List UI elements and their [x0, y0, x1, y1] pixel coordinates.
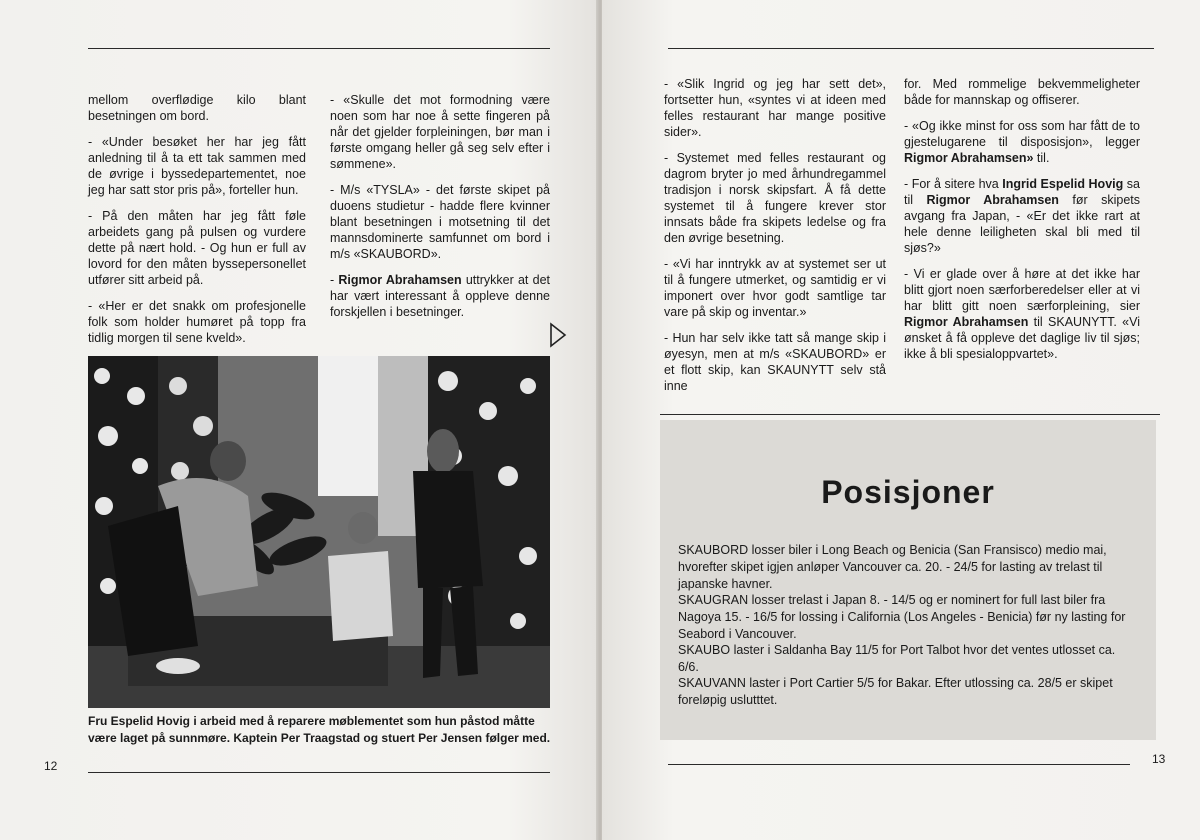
paragraph: - «Skulle det mot formodning være noen som har noe å sette fingeren på når det gjelder forpleiningen, bør man i første omgang heller gå seg selv efter i sømmene».: [330, 93, 550, 171]
top-rule: [88, 48, 550, 49]
paragraph: - «Vi har inntrykk av at systemet ser ut til å fungere utmerket, og samtidig er vi imponert over hvor godt samtlige tar vare på skip og inventar.»: [664, 257, 886, 319]
paragraph: - Systemet med felles restaurant og dagrom bryter jo med århundregammel tradisjon i norsk skipsfart. Å få dette systemet til å fungere krever stor innsats både fra skipets ledelse og fra den øvrige besetning.: [664, 151, 886, 245]
text: - Vi er glade over å høre at det ikke har blitt gjort noen særforberedelser eller at vi har blitt gitt noen særforpleining, sier: [904, 267, 1140, 313]
paragraph: [904, 266, 1140, 362]
right-page: [602, 0, 1200, 840]
photo-caption: Fru Espelid Hovig i arbeid med å reparere møblementet som hun påstod måtte være laget på sunnmøre. Kaptein Per Traagstad og stuert Per Jensen følger med.: [88, 714, 551, 745]
paragraph: [904, 118, 1140, 166]
photo-crew-repair: [88, 356, 550, 708]
paragraph: - Rigmor Abrahamsen uttrykker at det har vært interessant å oppleve denne forskjellen i besetninger.: [330, 273, 551, 319]
left-column-2: [330, 92, 550, 330]
text: - «Og ikke minst for oss som har fått de to gjestelugarene til disposisjon», legger: [904, 119, 1140, 149]
bold-name: Rigmor Abrahamsen»: [904, 151, 1034, 165]
text: til SKAUNYTT. «Vi ønsket å få oppleve det daglige liv til sjøs; ikke å bli spesialoppvartet».: [904, 315, 1140, 361]
bottom-rule: [88, 772, 550, 773]
paragraph: - «Under besøket her har jeg fått anledning til å ta ett tak sammen med de øvrige i byssedepartementet, noe jeg har satt stor pris på», forteller hun.: [88, 135, 306, 197]
paragraph: mellom overflødige kilo blant besetningen om bord.: [88, 93, 306, 123]
positions-box: [660, 420, 1156, 740]
left-page: [0, 0, 598, 840]
page-number: 12: [44, 759, 58, 773]
text: sa til: [904, 177, 1141, 207]
position-item: SKAUBORD losser biler i Long Beach og Benicia (San Fransisco) medio mai, hvoreftеr skipet igjen anløper Vancouver ca. 20. - 24/5 for lasting av trelast til japanske havner.: [678, 543, 1107, 591]
paragraph: for. Med rommelige bekvemmeligheter både for mannskap og offiserer.: [904, 77, 1140, 107]
continue-arrow-icon: [548, 320, 568, 350]
positions-title: Posisjoner: [821, 474, 995, 510]
bold-name: Rigmor Abrahamsen: [904, 315, 1029, 329]
page-number: 13: [1152, 752, 1166, 766]
position-item: SKAUGRAN losser trelast i Japan 8. - 14/5 og er nominert for full last biler fra Nagoya 15. - 16/5 for lossing i California (Los Angeles - Benicia) før ny lasting for Seabord i Vancouver.: [678, 593, 1126, 641]
paragraph: - M/s «TYSLA» - det første skipet på duoens studietur - hadde flere kvinner blant besetningen i motsetning til det mannsdominerte samfunnet om bord i m/s «SKAUBORD».: [330, 183, 550, 261]
right-column-2: [904, 76, 1140, 372]
top-rule: [668, 48, 1154, 49]
paragraph: - Hun har selv ikke tatt så mange skip i øyesyn, men at m/s «SKAUBORD» er et flott skip, kan SKAUNYTT selv stå inne: [664, 331, 886, 393]
paragraph: - «Her er det snakk om profesjonelle folk som holder humøret på topp fra tidlig morgen til sene kveld».: [88, 299, 306, 345]
bold-name: Ingrid Espelid Hovig: [1002, 177, 1124, 191]
text: til.: [1033, 151, 1050, 165]
text: - For å sitere hva: [904, 177, 1003, 191]
position-item: SKAUBO laster i Saldanha Bay 11/5 for Port Talbot hvor det ventes utlosset ca. 6/6.: [678, 643, 1116, 674]
right-column-1: [664, 76, 886, 404]
paragraph: [904, 176, 1140, 256]
bold-name: Rigmor Abrahamsen: [338, 273, 462, 287]
paragraph: - På den måten har jeg fått føle arbeidets gang på pulsen og vurdere dette på nært hold. - Og hun er full av lovord for den måten byssepersonellet utfører sitt arbeid på.: [88, 209, 306, 287]
section-rule: [660, 414, 1160, 415]
position-item: SKAUVANN laster i Port Cartier 5/5 for Bakar. Efter utlossing ca. 28/5 er skipet foreløpig uslutttet.: [678, 676, 1113, 707]
text: før skipets avgang fra Japan, - «Er det ikke rart at hele denne leiligheten skal bli med til sjøs?»: [904, 193, 1141, 255]
bottom-rule: [668, 764, 1130, 765]
left-column-1: [88, 92, 306, 356]
bold-name: Rigmor Abrahamsen: [926, 193, 1059, 207]
paragraph: - «Slik Ingrid og jeg har sett det», fortsetter hun, «syntes vi at ideen med felles restaurant har mange positive sider».: [664, 77, 886, 139]
